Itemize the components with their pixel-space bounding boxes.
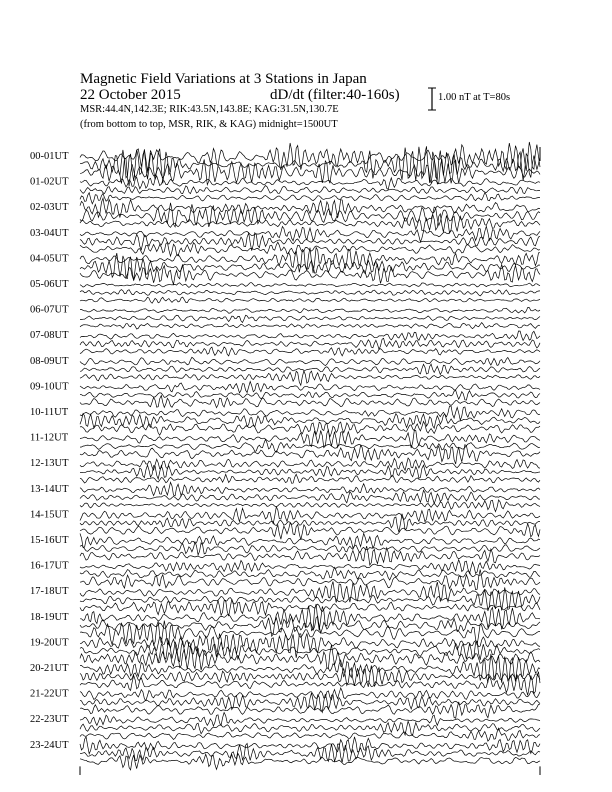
trace-12-13UT-RIK	[80, 465, 540, 479]
trace-21-22UT-MSR	[80, 702, 540, 718]
trace-09-10UT-KAG	[80, 382, 540, 393]
trace-16-17UT-MSR	[80, 570, 540, 590]
trace-05-06UT-MSR	[80, 297, 540, 303]
scale-bar-label: 1.00 nT at T=80s	[438, 92, 511, 103]
chart-filter-label: dD/dt (filter:40-160s)	[270, 87, 400, 103]
hour-label-17-18UT: 17-18UT	[30, 586, 69, 598]
hour-label-01-02UT: 01-02UT	[30, 176, 69, 188]
trace-05-06UT-KAG	[80, 283, 540, 288]
trace-04-05UT-MSR	[80, 264, 540, 284]
trace-10-11UT-RIK	[80, 414, 540, 429]
hour-label-08-09UT: 08-09UT	[30, 355, 69, 367]
chart-title: Magnetic Field Variations at 3 Stations in Japan	[80, 71, 367, 87]
hour-label-03-04UT: 03-04UT	[30, 227, 69, 239]
trace-07-08UT-KAG	[80, 331, 540, 340]
trace-04-05UT-KAG	[80, 248, 540, 274]
trace-12-13UT-MSR	[80, 474, 540, 483]
hour-label-22-23UT: 22-23UT	[30, 714, 69, 726]
hour-label-07-08UT: 07-08UT	[30, 330, 69, 342]
trace-16-17UT-RIK	[80, 567, 540, 580]
hour-label-04-05UT: 04-05UT	[30, 253, 69, 265]
trace-06-07UT-KAG	[80, 308, 540, 314]
trace-14-15UT-KAG	[80, 507, 540, 524]
trace-22-23UT-MSR	[80, 728, 540, 741]
hour-label-05-06UT: 05-06UT	[30, 279, 69, 290]
trace-06-07UT-RIK	[80, 315, 540, 322]
trace-23-24UT-KAG	[80, 737, 540, 754]
trace-13-14UT-RIK	[80, 490, 540, 503]
hour-label-21-22UT: 21-22UT	[30, 688, 69, 700]
hour-label-13-14UT: 13-14UT	[30, 483, 69, 495]
trace-11-12UT-RIK	[80, 439, 540, 452]
hour-label-15-16UT: 15-16UT	[30, 535, 69, 546]
trace-01-02UT-MSR	[80, 193, 540, 204]
hour-label-06-07UT: 06-07UT	[30, 304, 69, 316]
trace-09-10UT-MSR	[80, 396, 540, 408]
trace-06-07UT-MSR	[80, 323, 540, 329]
hour-label-12-13UT: 12-13UT	[30, 458, 69, 470]
chart-date: 22 October 2015	[80, 87, 181, 103]
hour-label-02-03UT: 02-03UT	[30, 202, 69, 214]
trace-23-24UT-RIK	[80, 744, 540, 763]
hour-label-14-15UT: 14-15UT	[30, 509, 69, 521]
trace-01-02UT-KAG	[80, 176, 540, 190]
hour-label-18-19UT: 18-19UT	[30, 611, 69, 623]
trace-08-09UT-KAG	[80, 357, 540, 365]
trace-18-19UT-MSR	[80, 621, 540, 646]
trace-01-02UT-RIK	[80, 186, 540, 194]
trace-08-09UT-MSR	[80, 371, 540, 386]
trace-05-06UT-RIK	[80, 290, 540, 296]
hour-label-20-21UT: 20-21UT	[30, 663, 69, 674]
hour-labels	[30, 151, 69, 751]
hour-label-10-11UT: 10-11UT	[30, 407, 69, 418]
hour-label-16-17UT: 16-17UT	[30, 560, 69, 572]
trace-09-10UT-RIK	[80, 390, 540, 400]
trace-16-17UT-KAG	[80, 560, 540, 574]
scale-bar	[428, 88, 436, 110]
trace-13-14UT-MSR	[80, 500, 540, 512]
hour-label-19-20UT: 19-20UT	[30, 637, 69, 649]
traces	[80, 142, 540, 770]
station-coordinates: MSR:44.4N,142.3E; RIK:43.5N,143.8E; KAG:31.5N,130.7E	[80, 104, 339, 115]
hour-label-11-12UT: 11-12UT	[30, 432, 69, 444]
trace-13-14UT-KAG	[80, 482, 540, 496]
trace-10-11UT-MSR	[80, 421, 540, 437]
station-order-note: (from bottom to top, MSR, RIK, & KAG) midnight=1500UT	[80, 119, 338, 130]
hour-label-09-10UT: 09-10UT	[30, 381, 69, 393]
hour-label-00-01UT: 00-01UT	[30, 151, 69, 162]
trace-00-01UT-RIK	[80, 146, 540, 183]
trace-07-08UT-MSR	[80, 347, 540, 356]
trace-07-08UT-RIK	[80, 338, 540, 349]
trace-18-19UT-KAG	[80, 604, 540, 631]
trace-02-03UT-KAG	[80, 198, 540, 218]
trace-15-16UT-KAG	[80, 533, 540, 548]
trace-02-03UT-MSR	[80, 214, 540, 233]
trace-14-15UT-MSR	[80, 523, 540, 540]
trace-12-13UT-KAG	[80, 458, 540, 470]
hour-label-23-24UT: 23-24UT	[30, 739, 69, 751]
